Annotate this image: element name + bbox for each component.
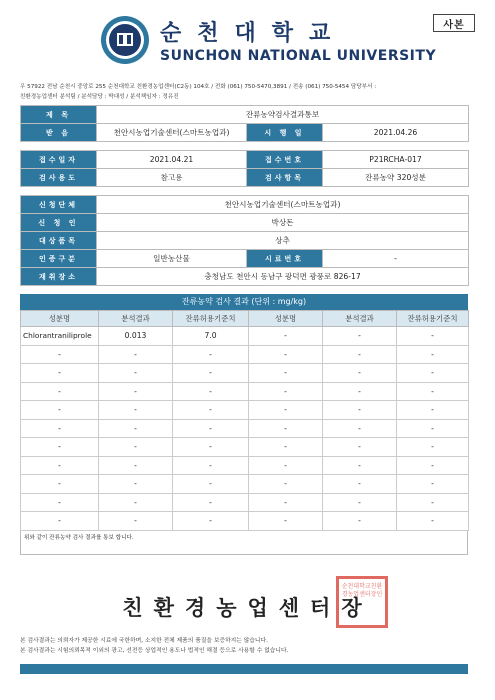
results-column-header: 분석결과	[323, 311, 397, 327]
table-cell: -	[249, 327, 323, 346]
receipt-no-value: P21RCHA-017	[323, 151, 469, 169]
table-row	[21, 401, 469, 420]
center-director-name: 친환경농업센터장	[122, 596, 373, 620]
cert-value: 일반농산물	[97, 250, 247, 268]
table-cell: -	[323, 382, 397, 401]
issue-date-label: 시 행 일	[247, 124, 323, 142]
results-note: 위와 같이 잔류농약 검사 결과를 통보 합니다.	[20, 531, 468, 555]
table-cell: -	[99, 419, 173, 438]
results-column-header: 성분명	[21, 311, 99, 327]
table-cell: -	[21, 345, 99, 364]
table-cell: -	[323, 401, 397, 420]
results-title: 잔류농약 검사 결과 (단위 : mg/kg)	[20, 294, 468, 310]
table-cell: -	[21, 382, 99, 401]
table-cell: -	[323, 327, 397, 346]
location-value: 충청남도 천안시 동남구 광덕면 광풍로 826-17	[97, 268, 469, 286]
table-cell: -	[323, 475, 397, 494]
table-cell: -	[173, 438, 249, 457]
table-cell: -	[99, 475, 173, 494]
seal-text: 순천대학교친환경농업센터장인	[341, 583, 383, 598]
table-cell: -	[323, 456, 397, 475]
receipt-no-label: 접수번호	[247, 151, 323, 169]
table-cell: -	[249, 512, 323, 531]
table-cell: -	[99, 493, 173, 512]
table-cell: Chlorantraniliprole	[21, 327, 99, 346]
applicant-value: 박상돈	[97, 214, 469, 232]
table-cell: -	[397, 364, 469, 383]
table-cell: -	[249, 419, 323, 438]
official-seal-stamp	[336, 576, 388, 628]
table-cell: -	[323, 364, 397, 383]
table-cell: -	[249, 345, 323, 364]
table-cell: -	[99, 345, 173, 364]
table-cell: 7.0	[173, 327, 249, 346]
table-cell: -	[173, 419, 249, 438]
results-column-header: 분석결과	[99, 311, 173, 327]
test-items-value: 잔류농약 320성분	[323, 169, 469, 187]
table-cell: -	[99, 512, 173, 531]
table-cell: -	[323, 438, 397, 457]
test-items-label: 검사항목	[247, 169, 323, 187]
table-cell: -	[323, 345, 397, 364]
results-column-header: 성분명	[249, 311, 323, 327]
table-cell: -	[397, 345, 469, 364]
table-cell: -	[173, 456, 249, 475]
table-cell: -	[173, 493, 249, 512]
table-row	[21, 512, 469, 531]
disclaimer-line-2: 본 검사결과는 시험의뢰목적 이외의 광고, 선전등 상업적인 용도나 법적인 해결 등으로 사용할 수 없습니다.	[20, 648, 289, 654]
document-header-table	[20, 105, 469, 142]
disclaimer-line-1: 본 검사결과는 의뢰자가 제공한 시료에 국한하며, 소지한 전체 제품의 품질을 보증하지는 않습니다.	[20, 638, 268, 644]
table-cell: -	[21, 493, 99, 512]
table-cell: -	[397, 419, 469, 438]
purpose-label: 검사용도	[21, 169, 97, 187]
table-cell: -	[397, 493, 469, 512]
table-cell: -	[99, 382, 173, 401]
table-cell: -	[21, 438, 99, 457]
table-cell: -	[21, 512, 99, 531]
table-cell: -	[21, 475, 99, 494]
table-cell: -	[397, 438, 469, 457]
results-section	[20, 294, 468, 555]
org-value: 천안시농업기술센터(스마트농업과)	[97, 196, 469, 214]
results-body	[21, 327, 469, 531]
table-cell: -	[323, 419, 397, 438]
address-block	[20, 82, 480, 102]
issue-date-value: 2021.04.26	[323, 124, 469, 142]
title-label: 제 목	[21, 106, 97, 124]
bottom-color-bar	[20, 664, 468, 674]
title-value: 잔류농약검사결과통보	[97, 106, 469, 124]
table-cell: -	[99, 438, 173, 457]
university-logo-icon	[100, 15, 150, 65]
table-cell: -	[173, 382, 249, 401]
table-cell: -	[249, 456, 323, 475]
table-row	[21, 438, 469, 457]
table-cell: -	[249, 401, 323, 420]
table-row	[21, 493, 469, 512]
results-column-header: 잔류허용기준치	[397, 311, 469, 327]
table-cell: -	[21, 456, 99, 475]
table-cell: -	[173, 512, 249, 531]
sample-no-value: -	[323, 250, 469, 268]
results-table	[20, 310, 469, 531]
applicant-table	[20, 195, 469, 286]
table-cell: -	[173, 401, 249, 420]
table-row	[21, 382, 469, 401]
org-label: 신청단체	[21, 196, 97, 214]
results-column-header: 잔류허용기준치	[173, 311, 249, 327]
receipt-date-label: 접수일자	[21, 151, 97, 169]
receipt-table	[20, 150, 469, 187]
table-cell: -	[397, 475, 469, 494]
university-name-english: SUNCHON NATIONAL UNIVERSITY	[160, 48, 437, 64]
table-row	[21, 456, 469, 475]
table-cell: -	[249, 364, 323, 383]
table-cell: -	[21, 419, 99, 438]
table-row	[21, 475, 469, 494]
table-cell: -	[173, 475, 249, 494]
table-cell: -	[249, 493, 323, 512]
table-cell: -	[397, 456, 469, 475]
table-cell: -	[21, 401, 99, 420]
table-cell: -	[249, 438, 323, 457]
table-cell: -	[323, 512, 397, 531]
table-cell: -	[173, 345, 249, 364]
table-cell: -	[173, 364, 249, 383]
sample-no-label: 시료번호	[247, 250, 323, 268]
table-cell: -	[397, 512, 469, 531]
cert-label: 인증구분	[21, 250, 97, 268]
product-value: 상추	[97, 232, 469, 250]
table-cell: -	[249, 475, 323, 494]
university-name-korean: 순천대학교	[160, 21, 347, 46]
address-line: 우 57922 전남 순천시 중앙로 255 순천대학교 친환경농업센터(C2동) 104호 / 전화 (061) 750-5470,3891 / 전송 (061) 750-5454 담당부서 :	[20, 84, 377, 90]
table-cell: -	[397, 382, 469, 401]
table-cell: -	[21, 364, 99, 383]
footer-disclaimer	[20, 636, 480, 656]
table-row	[21, 419, 469, 438]
applicant-label: 신 청 인	[21, 214, 97, 232]
table-cell: -	[323, 493, 397, 512]
purpose-value: 참고용	[97, 169, 247, 187]
table-cell: 0.013	[99, 327, 173, 346]
copy-badge: 사본	[433, 14, 475, 32]
table-cell: -	[249, 382, 323, 401]
table-row	[21, 327, 469, 346]
recipient-value: 천안시농업기술센터(스마트농업과)	[97, 124, 247, 142]
table-cell: -	[99, 456, 173, 475]
table-row	[21, 364, 469, 383]
table-cell: -	[99, 401, 173, 420]
table-cell: -	[397, 327, 469, 346]
receipt-date-value: 2021.04.21	[97, 151, 247, 169]
table-row	[21, 345, 469, 364]
results-header-row	[21, 311, 469, 327]
table-cell: -	[99, 364, 173, 383]
product-label: 대상품목	[21, 232, 97, 250]
location-label: 재취장소	[21, 268, 97, 286]
recipient-label: 받 음	[21, 124, 97, 142]
analyst-line: 친환경농업센터 분석팀 / 분석담당 : 박대성 / 분석책임자 : 정유진	[20, 94, 179, 100]
table-cell: -	[397, 401, 469, 420]
